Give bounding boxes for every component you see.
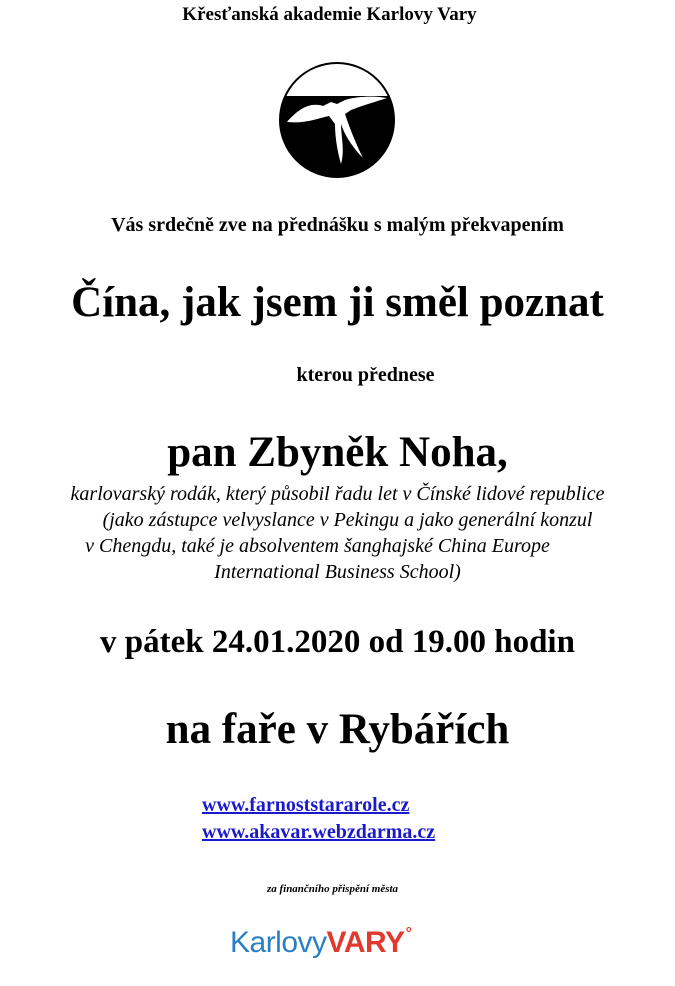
organization-name: Křesťanská akademie Karlovy Vary	[182, 4, 477, 25]
event-datetime: v pátek 24.01.2020 od 19.00 hodin	[100, 624, 575, 660]
website-links	[202, 792, 435, 845]
bio-line: (jako zástupce velvyslance v Pekingu a jako generální konzul	[102, 509, 593, 531]
karlovy-vary-city-logo	[230, 925, 411, 960]
bio-line: International Business School)	[214, 561, 461, 583]
lecture-title: Čína, jak jsem ji směl poznat	[71, 279, 604, 326]
presented-by-text: kterou přednese	[296, 364, 435, 386]
swallow-logo-icon	[279, 62, 395, 178]
bio-line: karlovarský rodák, který působil řadu let v Čínské lidové republice	[70, 483, 605, 505]
speaker-bio	[0, 481, 675, 585]
link-farnost[interactable]: www.farnoststararole.cz	[202, 794, 410, 816]
event-venue: na faře v Rybářích	[165, 706, 510, 753]
link-akavar[interactable]: www.akavar.webzdarma.cz	[202, 821, 436, 843]
invitation-text: Vás srdečně zve na přednášku s malým překvapením	[111, 214, 564, 236]
city-logo-mark: °	[405, 925, 412, 942]
city-logo-part2: VARY	[326, 926, 405, 959]
bio-line: v Chengdu, také je absolventem šanghajské China Europe	[85, 535, 550, 557]
sponsor-note: za finančního přispění města	[266, 883, 399, 895]
city-logo-part1: Karlovy	[230, 926, 327, 959]
speaker-name: pan Zbyněk Noha,	[167, 429, 508, 476]
